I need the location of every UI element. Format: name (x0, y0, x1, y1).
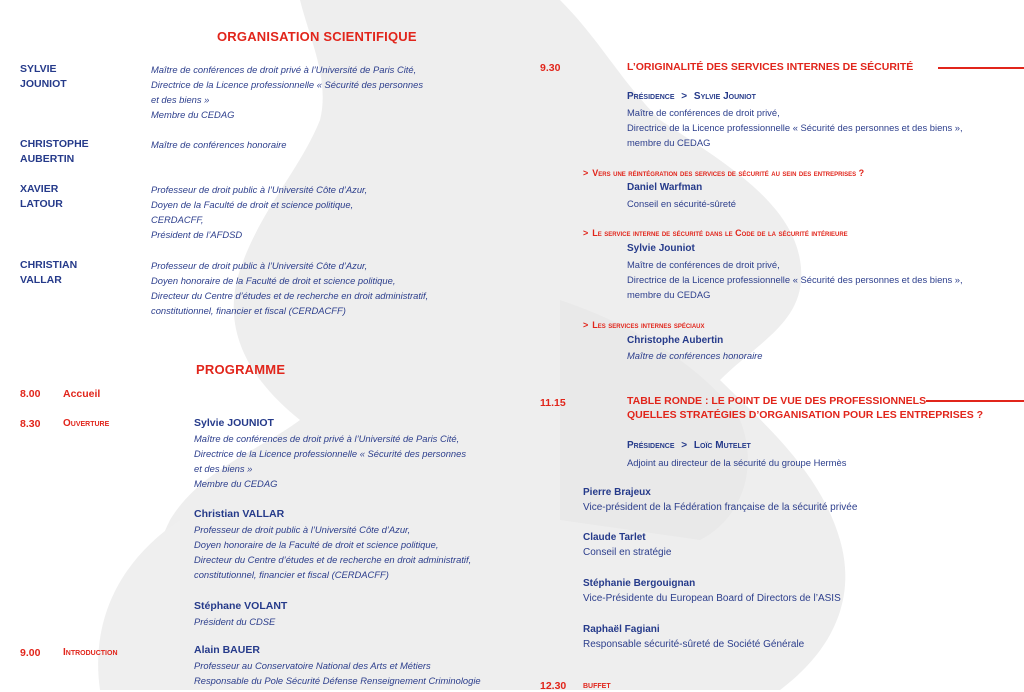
chevron-icon: > (583, 228, 589, 238)
session1-presidence (627, 91, 756, 102)
chevron-icon: > (583, 320, 589, 330)
presidence-label: Présidence (627, 440, 675, 451)
speaker-desc: Professeur au Conservatoire National des Arts et Métiers Responsable du Pole Sécurité Défense Renseignement Criminologie (194, 660, 481, 686)
introduction-label: Introduction (63, 647, 118, 658)
panelist-name: Raphaël Fagiani (583, 624, 660, 635)
presidence-name: Sylvie Jouniot (693, 91, 756, 102)
talk-speaker-desc: Maître de conférences de droit privé, Directrice de la Licence professionnelle « Sécurité des personnes et des biens », membre du CEDAG (627, 259, 963, 300)
org-member-desc: Professeur de droit public à l’Université Côte d’Azur, Doyen honoraire de la Faculté de droit et science politique, Directeur du Centre d’études et de recherche en droit administratif, constitutionnel, financier et fiscal (CERDACFF) (151, 260, 429, 316)
talk-title: > Les services internes spéciaux (583, 320, 705, 330)
accueil-label: Accueil (63, 388, 101, 400)
ouverture-label: Ouverture (63, 418, 110, 429)
speaker-name: Sylvie JOUNIOT (194, 417, 274, 429)
talk-speaker-name: Christophe Aubertin (627, 335, 724, 346)
talk-title: > Le service interne de sécurité dans le Code de la sécurité intérieure (583, 228, 848, 238)
presidence-label: Présidence (627, 91, 675, 102)
session2-presidence (627, 440, 751, 451)
org-member-desc: Maître de conférences de droit privé à l’Université de Paris Cité, Directrice de la Licence professionnelle « Sécurité des personnes et des biens » Membre du CEDAG (151, 64, 424, 120)
org-member-name: SYLVIE JOUNIOT (20, 63, 67, 90)
talk-speaker-desc: Conseil en sécurité-sûreté (627, 198, 736, 209)
speaker-name: Stéphane VOLANT (194, 600, 288, 612)
org-member-name: XAVIER LATOUR (20, 183, 63, 210)
panelist-desc: Vice-président de la Fédération française de la sécurité privée (583, 502, 858, 513)
session1-divider (938, 67, 1024, 69)
chevron-icon: > (681, 440, 688, 451)
speaker-desc: Maître de conférences de droit privé à l’Université de Paris Cité, Directrice de la Licence professionnelle « Sécurité des personnes et des biens » Membre du CEDAG (194, 433, 467, 489)
panelist-desc: Conseil en stratégie (583, 547, 672, 558)
panelist-desc: Vice-Présidente du European Board of Directors de l’ASIS (583, 593, 841, 604)
org-member-desc: Maître de conférences honoraire (151, 139, 287, 150)
session2-divider (926, 400, 1024, 402)
speaker-name: Alain BAUER (194, 644, 260, 656)
chevron-icon: > (681, 91, 688, 102)
session2-title: TABLE RONDE : LE POINT DE VUE DES PROFESSIONNELS QUELLES STRATÉGIES D’ORGANISATION POUR LES ENTREPRISES ? (627, 395, 984, 421)
introduction-time: 9.00 (20, 647, 41, 659)
panelist-desc: Responsable sécurité-sûreté de Société Générale (583, 639, 805, 650)
talk-speaker-name: Daniel Warfman (627, 182, 703, 193)
panelist-name: Pierre Brajeux (583, 487, 651, 498)
panelist-name: Stéphanie Bergouignan (583, 578, 696, 589)
buffet-time: 12.30 (540, 680, 567, 692)
session1-title: L’ORIGINALITÉ DES SERVICES INTERNES DE SÉCURITÉ (627, 61, 914, 73)
talk-speaker-name: Sylvie Jouniot (627, 243, 695, 254)
speaker-desc: Professeur de droit public à l’Université Côte d’Azur, Doyen honoraire de la Faculté de droit et science politique, Directeur du Centre d’études et de recherche en droit administratif, constitutionnel, financier et fiscal (CERDACFF) (194, 524, 472, 580)
session1-time: 9.30 (540, 62, 561, 74)
speaker-desc: Président du CDSE (194, 616, 276, 627)
org-member-desc: Professeur de droit public à l’Université Côte d’Azur, Doyen de la Faculté de droit et science politique, CERDACFF, Président de l’AFDSD (151, 184, 368, 240)
speaker-name: Christian VALLAR (194, 508, 285, 520)
chevron-icon: > (583, 168, 589, 178)
org-title: ORGANISATION SCIENTIFIQUE (217, 29, 417, 44)
presidence-name: Loïc Mutelet (693, 440, 751, 451)
session2-presidence-desc: Adjoint au directeur de la sécurité du groupe Hermès (627, 457, 847, 468)
session1-presidence-desc: Maître de conférences de droit privé, Directrice de la Licence professionnelle « Sécurité des personnes et des biens », membre du CEDAG (627, 107, 963, 148)
talk-speaker-desc: Maître de conférences honoraire (627, 350, 763, 361)
panelist-name: Claude Tarlet (583, 532, 646, 543)
talk-title: > Vers une réintégration des services de sécurité au sein des entreprises ? (583, 168, 865, 178)
org-member-name: CHRISTIAN VALLAR (20, 259, 78, 286)
session2-time: 11.15 (540, 397, 566, 409)
ouverture-time: 8.30 (20, 418, 41, 430)
buffet-label: buffet (583, 680, 611, 691)
accueil-time: 8.00 (20, 388, 41, 400)
org-member-name: CHRISTOPHE AUBERTIN (20, 138, 89, 165)
programme-title: PROGRAMME (196, 362, 286, 377)
